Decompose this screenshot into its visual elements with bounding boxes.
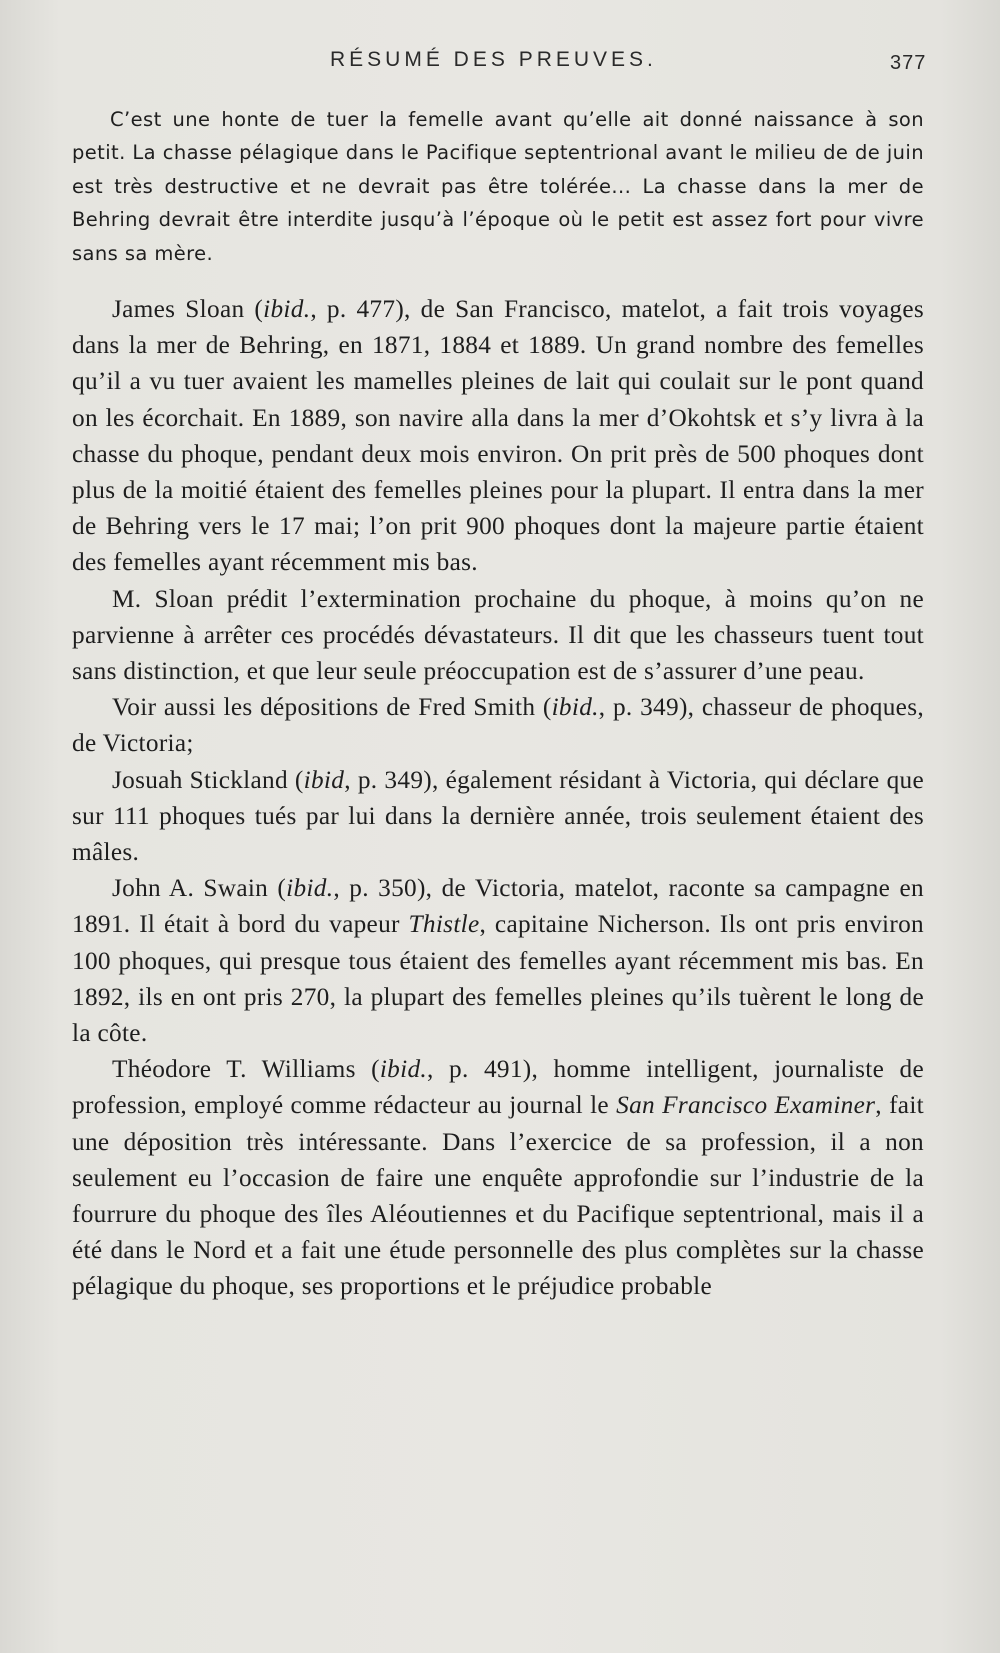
running-header <box>0 48 1000 88</box>
citation-ref: ibid. <box>263 295 311 323</box>
running-title: RÉSUMÉ DES PREUVES. <box>330 48 657 71</box>
text-run: , p. 491), homme intelligent, journaliste de profession, employé comme rédacteur au journal le <box>72 1055 924 1120</box>
text-run: , p. 349), chasseur de phoques, de Victoria; <box>72 693 924 758</box>
ship-name: Thistle <box>408 910 480 939</box>
quoted-testimony-paragraph: C’est une honte de tuer la femelle avant qu’elle ait donné naissance à son petit. La chasse pélagique dans le Pacifique septentrional avant le milieu de de juin est très destructive et ne devrait pas être tolérée... La chasse dans la mer de Behring devrait être interdite jusqu’à l’époque où le petit est assez fort pour vivre sans sa mère. <box>72 108 924 265</box>
text-run: , fait une déposition très intéressante. Dans l’exercice de sa profession, il a non seulement eu l’occasion de faire une enquête approfondie sur l’industrie de la fourrure du phoque des îles Aléoutiennes et du Pacifique septentrional, mais il a été dans le Nord et a fait une étude personnelle des plus complètes sur la chasse pélagique du phoque, ses proportions et le préjudice probable <box>72 1091 924 1301</box>
citation-ref: ibid <box>303 765 345 794</box>
text-run: , p. 350), de Victoria, matelot, raconte sa campagne en 1891. Il était à bord du vapeur <box>72 874 924 939</box>
journal-name: San Francisco Examiner <box>616 1091 876 1120</box>
text-run: Voir aussi les dépositions de Fred Smith ( <box>112 693 552 722</box>
paragraph-theodore-williams <box>72 1051 924 1304</box>
paragraph-james-sloan <box>72 291 924 581</box>
paragraph-sloan-prediction: M. Sloan prédit l’extermination prochaine du phoque, à moins qu’on ne parvienne à arrêter ces procédés dévastateurs. Il dit que les chasseurs tuent tout sans distinction, et que leur seule préoccupation est de s’assurer d’une peau. <box>72 584 924 686</box>
citation-ref: ibid. <box>379 1055 428 1084</box>
text-run: , p. 477), de San Francisco, matelot, a fait trois voyages dans la mer de Behring, en 1871, 1884 et 1889. Un grand nombre des femelles qu’il a vu tuer avaient les mamelles pleines de lait qui coulait sur le pont quand on les écorchait. En 1889, son navire alla dans la mer d’Okohtsk et s’y livra à la chasse du phoque, pendant deux mois environ. On prit près de 500 phoques dont plus de la moitié étaient des femelles pleines pour la plupart. Il entra dans la mer de Behring vers le 17 mai; l’on prit 900 phoques dont la majeure partie étaient des femelles ayant récemment mis bas. <box>72 295 925 577</box>
citation-ref: ibid. <box>551 693 599 722</box>
text-run: John A. Swain ( <box>112 874 287 903</box>
text-run: James Sloan ( <box>112 295 264 323</box>
page-number: 377 <box>890 52 927 74</box>
paragraph-fred-smith <box>72 689 924 761</box>
main-text-block <box>72 291 924 1305</box>
citation-ref: ibid. <box>286 874 334 903</box>
paragraph-josuah-stickland <box>72 762 924 871</box>
paragraph-john-swain <box>72 870 924 1051</box>
text-run: , p. 349), également résidant à Victoria, qui déclare que sur 111 phoques tués par lui dans la dernière année, trois seulement étaient des mâles. <box>72 765 924 867</box>
text-run: , capitaine Nicherson. Ils ont pris environ 100 phoques, qui presque tous étaient des femelles ayant récemment mis bas. En 1892, ils en ont pris 270, la plupart des femelles pleines qu’ils tuèrent le long de la côte. <box>72 910 924 1048</box>
text-run: Théodore T. Williams ( <box>112 1055 380 1084</box>
text-run: Josuah Stickland ( <box>112 765 304 794</box>
